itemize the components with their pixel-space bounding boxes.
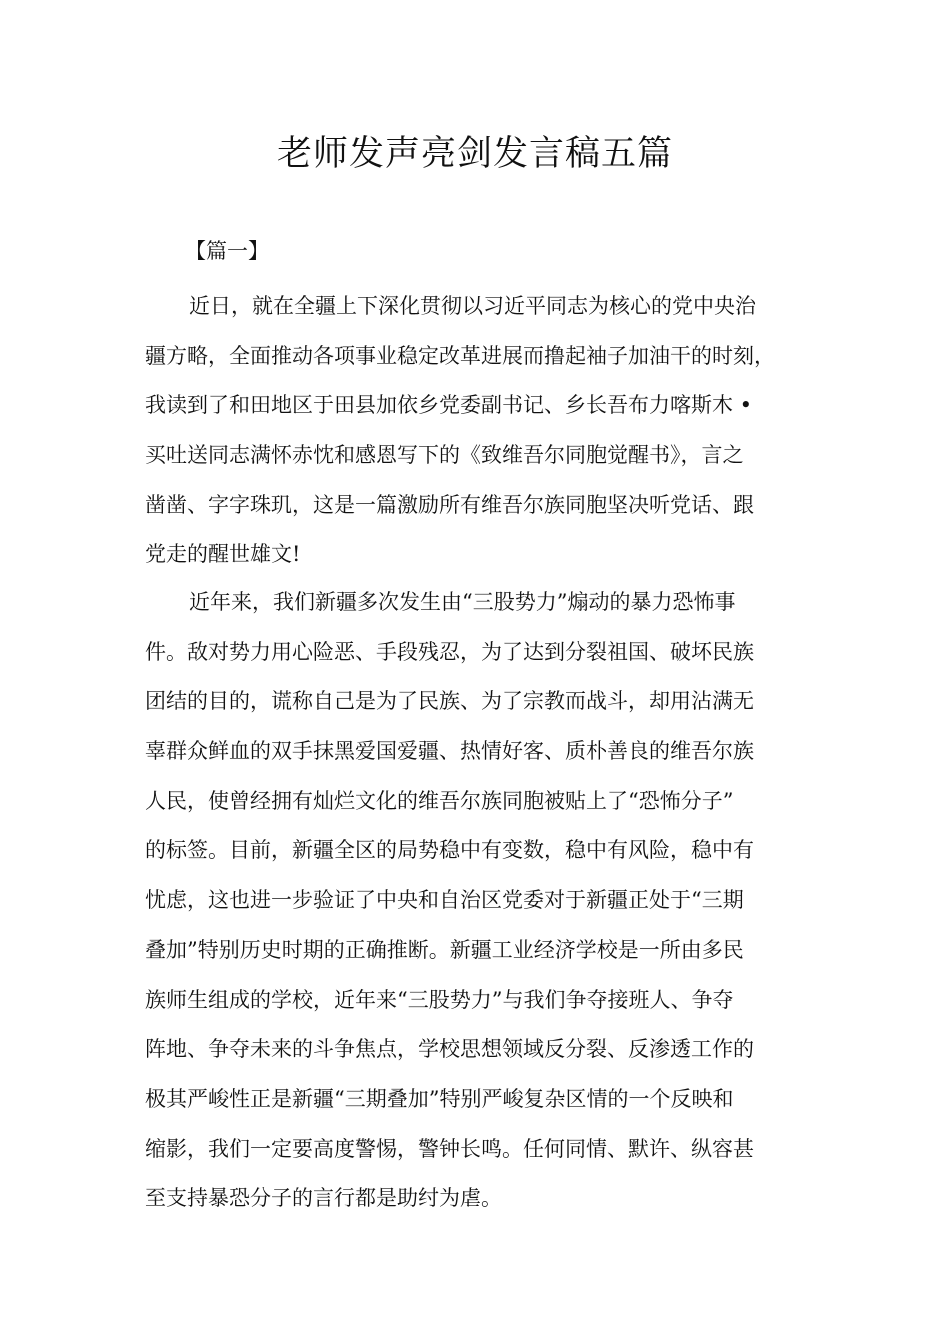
paragraph-line: 近日，就在全疆上下深化贯彻以习近平同志为核心的党中央治	[189, 294, 756, 318]
paragraph-line: 近年来，我们新疆多次发生由“三股势力”煽动的暴力恐怖事	[189, 590, 736, 614]
section-label: 【篇一】	[185, 239, 269, 263]
paragraph-line: 族师生组成的学校，近年来“三股势力”与我们争夺接班人、争夺	[145, 987, 734, 1012]
paragraph-line: 忧虑，这也进一步验证了中央和自治区党委对于新疆正处于“三期	[145, 888, 744, 913]
paragraph-line: 我读到了和田地区于田县加依乡党委副书记、乡长吾布力喀斯木 •	[145, 393, 753, 418]
paragraph-line: 买吐送同志满怀赤忱和感恩写下的《致维吾尔同胞觉醒书》，言之	[145, 443, 744, 468]
paragraph-line: 党走的醒世雄文!	[145, 542, 301, 567]
paragraph-line: 疆方略，全面推动各项事业稳定改革进展而撸起袖子加油干的时刻，	[145, 343, 775, 368]
paragraph-1	[145, 282, 815, 580]
paragraph-line: 极其严峻性正是新疆“三期叠加”特别严峻复杂区情的一个反映和	[145, 1086, 734, 1111]
paragraph-2	[145, 578, 815, 1224]
document-title: 老师发声亮剑发言稿五篇	[276, 134, 673, 174]
paragraph-line: 人民，使曾经拥有灿烂文化的维吾尔族同胞被贴上了“恐怖分子”	[145, 788, 734, 813]
paragraph-line: 的标签。目前，新疆全区的局势稳中有变数，稳中有风险，稳中有	[145, 838, 754, 863]
paragraph-line: 件。敌对势力用心险恶、手段残忍，为了达到分裂祖国、破坏民族	[145, 639, 754, 664]
paragraph-line: 缩影，我们一定要高度警惕，警钟长鸣。任何同情、默许、纵容甚	[145, 1136, 754, 1161]
paragraph-line: 阵地、争夺未来的斗争焦点，学校思想领域反分裂、反渗透工作的	[145, 1037, 754, 1062]
paragraph-line: 辜群众鲜血的双手抹黑爱国爱疆、热情好客、质朴善良的维吾尔族	[145, 739, 754, 764]
paragraph-line: 至支持暴恐分子的言行都是助纣为虐。	[145, 1186, 502, 1211]
paragraph-line: 凿凿、字字珠玑，这是一篇激励所有维吾尔族同胞坚决听党话、跟	[145, 492, 754, 517]
paragraph-line: 叠加”特别历史时期的正确推断。新疆工业经济学校是一所由多民	[145, 937, 744, 962]
paragraph-line: 团结的目的，谎称自己是为了民族、为了宗教而战斗，却用沾满无	[145, 689, 754, 714]
